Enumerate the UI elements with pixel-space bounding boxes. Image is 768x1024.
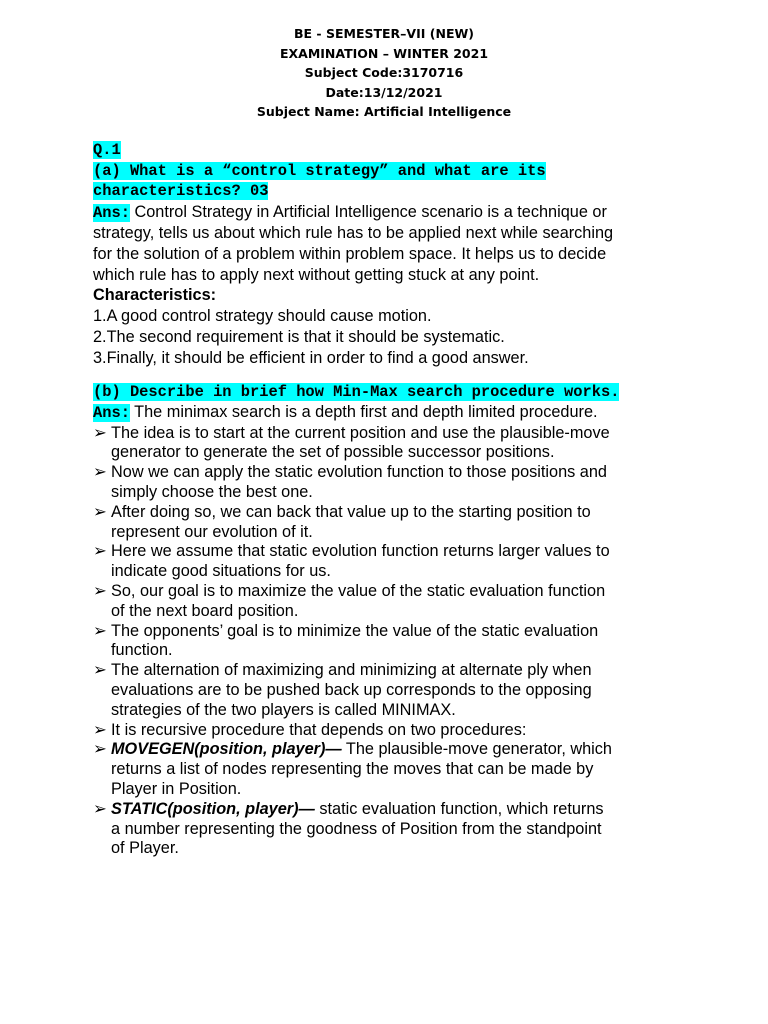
list-item: ➢ Now we can apply the static evolution function to those positions and simply choose the best one. (93, 463, 607, 501)
characteristic-3: 3.Finally, it should be efficient in order to find a good answer. (93, 348, 529, 367)
characteristic-2: 2.The second requirement is that it should be systematic. (93, 327, 505, 346)
question-b: (b) Describe in brief how Min-Max search procedure works. (93, 382, 620, 401)
ans-label-b: Ans: (93, 404, 130, 423)
subject-code-line: Subject Code:3170716 (304, 65, 464, 80)
answer-a-line-3: for the solution of a problem within problem space. It helps us to decide (93, 244, 607, 263)
answer-a-line-4: which rule has to apply next without getting stuck at any point. (93, 265, 540, 284)
static-term: STATIC(position, player)— (111, 799, 315, 818)
arrow-bullet-icon: ➢ (93, 799, 107, 818)
ans-label-a: Ans: (93, 203, 130, 222)
list-item: ➢ After doing so, we can back that value up to the starting position to represent our evolution of it. (93, 502, 591, 541)
minimax-bullet-list (93, 424, 693, 860)
question-a-line-1: (a) What is a “control strategy” and what are its (93, 161, 546, 180)
list-item: ➢ The idea is to start at the current position and use the plausible-move generator to generate the set of possible successor positions. (93, 423, 610, 462)
arrow-bullet-icon: ➢ (93, 621, 107, 640)
arrow-bullet-icon: ➢ (93, 581, 107, 600)
arrow-bullet-icon: ➢ (93, 542, 107, 561)
question-a-line-2: characteristics? 03 (93, 182, 269, 200)
arrow-bullet-icon: ➢ (93, 740, 107, 759)
answer-a-line-2: strategy, tells us about which rule has to be applied next while searching (93, 224, 614, 242)
subject-name-line: Subject Name: Artificial Intelligence (256, 104, 512, 119)
list-item: ➢ The alternation of maximizing and minimizing at alternate ply when evaluations are to be pushed back up corresponds to the opposing strategies of the two players is called MINIMAX. (93, 661, 592, 719)
document-content (93, 140, 693, 859)
arrow-bullet-icon: ➢ (93, 423, 107, 442)
list-item-movegen: ➢ MOVEGEN(position, player)— The plausible-move generator, which returns a list of nodes representing the moves that can be made by Player in Position. (93, 740, 612, 798)
list-item: ➢ Here we assume that static evolution function returns larger values to indicate good situations for us. (93, 542, 610, 581)
arrow-bullet-icon: ➢ (93, 720, 107, 739)
date-line: Date:13/12/2021 (325, 84, 443, 100)
characteristics-heading: Characteristics: (93, 286, 217, 305)
characteristic-1: 1.A good control strategy should cause motion. (93, 307, 432, 326)
list-item: ➢ So, our goal is to maximize the value of the static evaluation function of the next board position. (93, 581, 606, 620)
list-item-static: ➢ STATIC(position, player)— static evaluation function, which returns a number representing the goodness of Position from the standpoint of Player. (93, 799, 604, 858)
list-item: ➢ It is recursive procedure that depends on two procedures: (93, 720, 527, 739)
arrow-bullet-icon: ➢ (93, 463, 107, 482)
answer-b-intro: Ans: The minimax search is a depth first and depth limited procedure. (93, 403, 598, 423)
answer-a-line-1: Control Strategy in Artificial Intelligence scenario is a technique or (129, 202, 607, 221)
question-number: Q.1 (93, 141, 121, 159)
exam-header (0, 24, 768, 122)
arrow-bullet-icon: ➢ (93, 502, 107, 521)
movegen-term: MOVEGEN(position, player)— (111, 740, 342, 759)
exam-line: EXAMINATION – WINTER 2021 (279, 45, 489, 61)
list-item: ➢ The opponents’ goal is to minimize the value of the static evaluation function. (93, 621, 599, 660)
arrow-bullet-icon: ➢ (93, 661, 107, 680)
answer-a (93, 202, 693, 369)
semester-line: BE - SEMESTER–VII (NEW) (294, 26, 474, 41)
question-a (93, 161, 693, 202)
